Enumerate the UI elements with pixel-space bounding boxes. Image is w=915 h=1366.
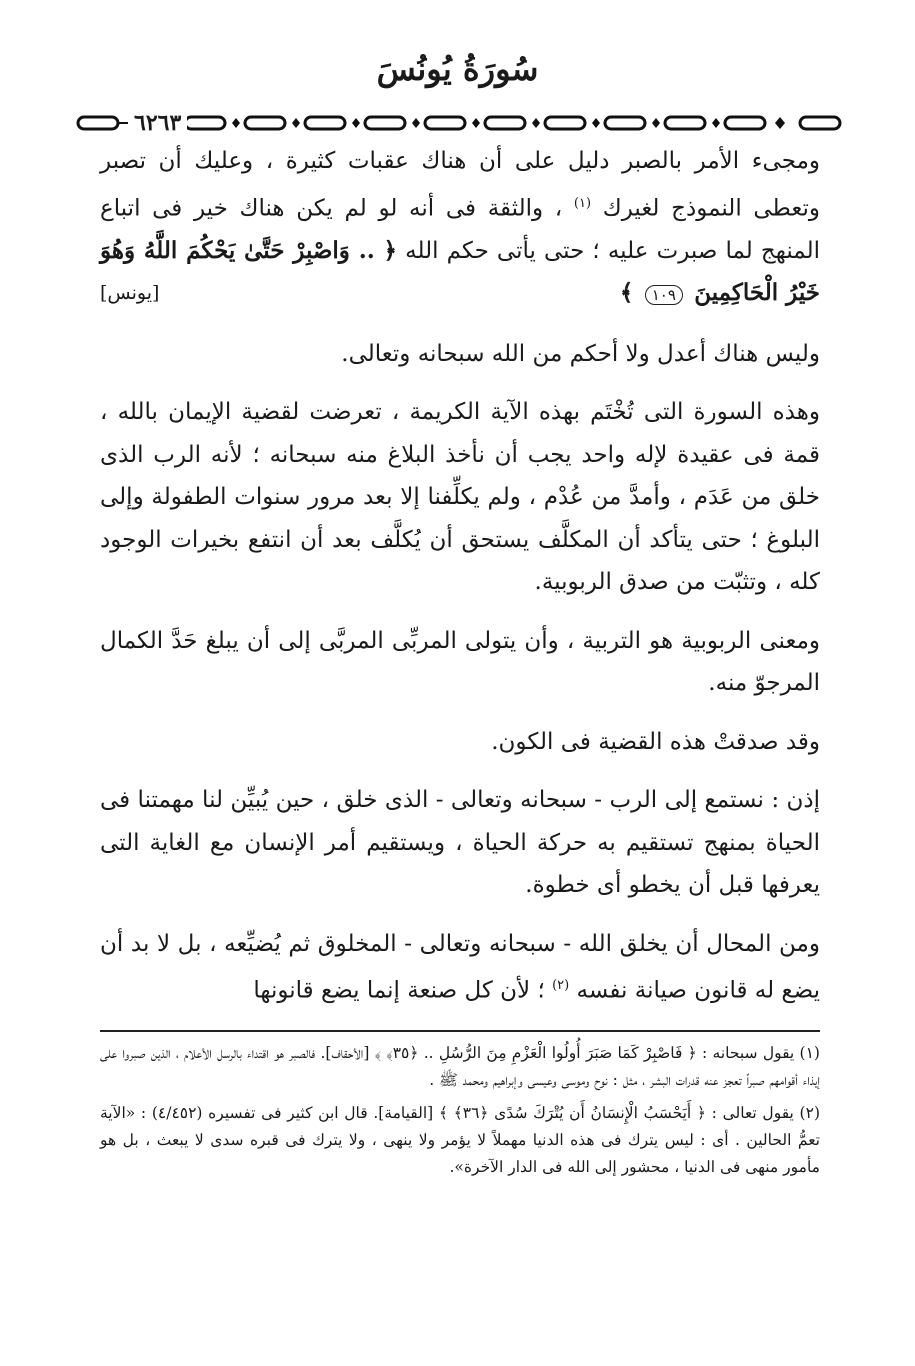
paragraph-3: وهذه السورة التى تُخْتَم بهذه الآية الكريمة ، تعرضت لقضية الإيمان بالله ، قمة فى عقيدة لإله واحد يجب أن نأخذ البلاغ منه سبحانه ؛ لأنه الرب الذى خلق من عَدَم ، وأمدَّ من عُدْم ، ولم يكلِّفنا إلا بعد مرور سنوات الطفولة وإلى البلوغ ؛ حتى يتأكد أن المكلَّف يستحق أن يُكلَّف بعد أن انتفع بخيرات الوجود كله ، وتثبّت من صدق الربوبية. xyxy=(100,399,820,596)
footnote-2 xyxy=(100,1100,820,1181)
paragraph-2: وليس هناك أعدل ولا أحكم من الله سبحانه وتعالى. xyxy=(341,340,820,367)
footnote-marker-2[interactable]: (٢) xyxy=(552,978,570,994)
footnote-text: يقول تعالى : ﴿ أَيَحْسَبُ الْإِنسَانُ أَن يُتْرَكَ سُدًى ﴿٣٦﴾ ﴾ [القيامة]. قال ابن كثير فى تفسيره (٤/٤٥٢) : «الآية تعمُّ الحالين . أى : ليس يترك فى هذه الدنيا مهملاً لا يؤمر ولا ينهى ، ولا يترك فى قبره سدى لا يبعث ، بل هو مأمور منهى فى الدنيا ، محشور إلى الله فى الدار الآخرة». xyxy=(100,1104,820,1176)
paragraph-4: ومعنى الربوبية هو التربية ، وأن يتولى المربِّى المربَّى إلى أن يبلغ حَدَّ الكمال المرجوّ منه. xyxy=(100,627,820,697)
paragraph-7 xyxy=(100,923,820,1013)
verse-close-bracket: ﴾ xyxy=(619,279,634,307)
footnote-text: يقول سبحانه : ﴿ فَاصْبِرْ كَمَا صَبَرَ أُولُوا الْعَزْمِ مِنَ الرُّسُلِ .. ﴿٣٥﴾ ﴾ [الأحقاف]. فالصبر هو اقتداء بالرسل الأعلام ، الذين صبروا على إيذاء أقوامهم صبراً تعجز عنه قدرات البشر ، مثل : نوح وموسى وعيسى وإبراهيم ومحمد ﷺ . xyxy=(100,1044,820,1089)
verse-reference: [يونس] xyxy=(100,282,160,305)
paragraph-text-continued: ؛ لأن كل صنعة إنما يضع قانونها xyxy=(253,977,545,1004)
paragraph-text: ومجىء الأمر بالصبر دليل على أن هناك عقبات كثيرة ، وعليك أن تصبر وتعطى النموذج لغيرك xyxy=(100,148,821,222)
quran-verse: ﴿ .. وَاصْبِرْ حَتَّىٰ يَحْكُمَ اللَّهُ وَهُوَ خَيْرُ الْحَاكِمِينَ xyxy=(100,236,820,307)
ornament-border xyxy=(75,112,845,134)
footnote-1 xyxy=(100,1040,820,1094)
footnote-marker-1[interactable]: (١) xyxy=(573,195,592,211)
surah-title: سُورَةُ يُونُسَ xyxy=(376,50,539,88)
paragraph-text-continued: ، والثقة فى أنه لو لم يكن هناك خير فى اتباع المنهج لما صبرت عليه ؛ حتى يأتى حكم الله xyxy=(100,195,820,264)
footnote-divider xyxy=(100,1030,820,1032)
paragraph-1 xyxy=(100,140,820,317)
page-number: ٦٢٦٣ xyxy=(128,110,187,136)
footnote-label: (٢) xyxy=(799,1104,820,1122)
main-text xyxy=(100,140,820,1028)
paragraph-6: إذن : نستمع إلى الرب - سبحانه وتعالى - الذى خلق ، حين يُبيِّن لنا مهمتنا فى الحياة بمنهج تستقيم به حركة الحياة ، ويستقيم أمر الإنسان مع الغاية التى يعرفها قبل أن يخطو أى خطوة. xyxy=(100,787,820,899)
paragraph-5: وقد صدقتْ هذه القضية فى الكون. xyxy=(491,728,820,755)
footnote-label: (١) xyxy=(799,1044,820,1062)
verse-number: ١٠٩ xyxy=(645,285,683,305)
footnotes xyxy=(100,1040,820,1187)
paragraph-text: ومن المحال أن يخلق الله - سبحانه وتعالى - المخلوق ثم يُضيِّعه ، بل لا بد أن يضع له قانون صيانة نفسه xyxy=(100,930,820,1004)
